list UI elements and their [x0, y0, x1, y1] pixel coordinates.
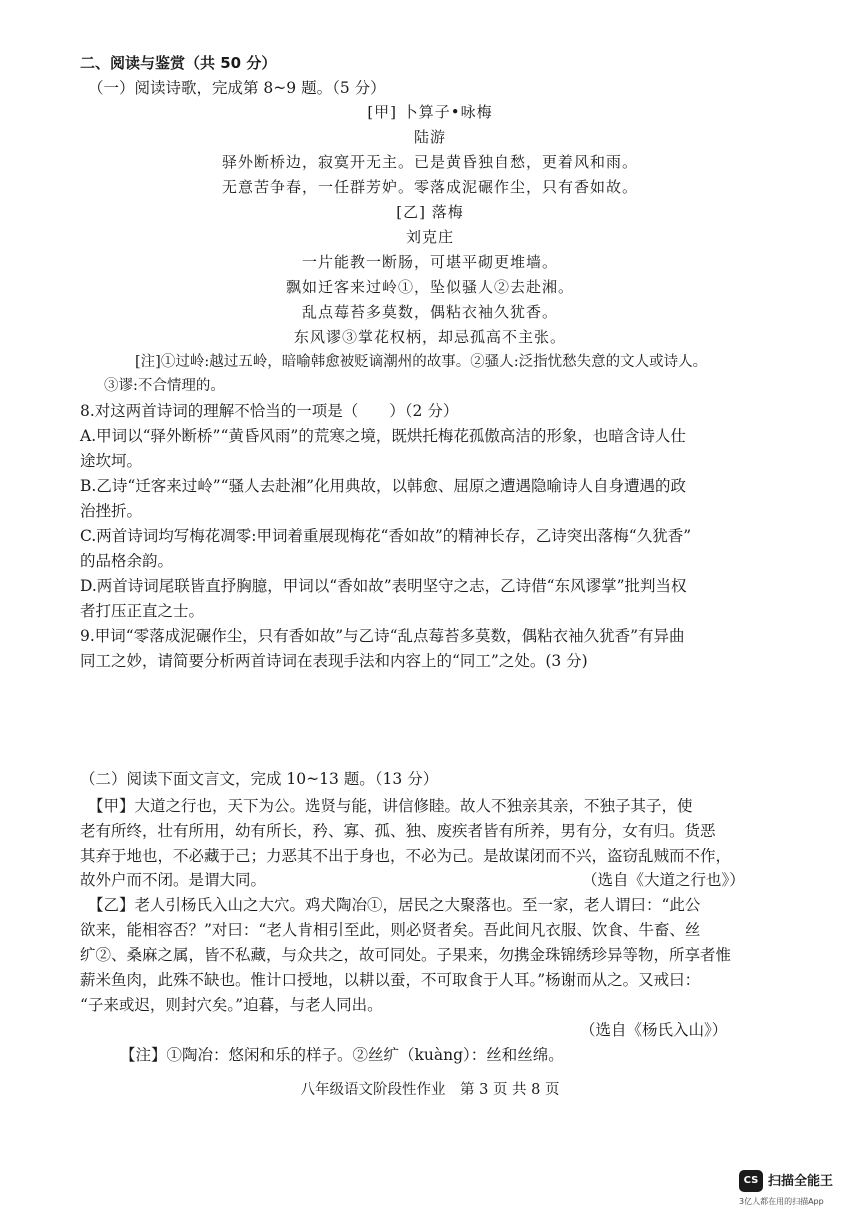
text-a-source: （选自《大道之行也》） — [582, 871, 745, 889]
text-b-line: 欲来，能相容否？”对曰：“老人肯相引至此，则必贤者矣。吾此间凡衣服、饮食、牛畜、丝 — [80, 921, 701, 939]
q8-option-line: B.乙诗“迁客来过岭”“骚人去赴湘”化用典故，以韩愈、屈原之遭遇隐喻诗人自身遭遇的政 — [80, 477, 687, 495]
part2-heading: （二）阅读下面文言文，完成 10~13 题。（13 分） — [80, 770, 439, 788]
q8-option-line: A.甲词以“驿外断桥”“黄昏风雨”的荒寒之境，既烘托梅花孤傲高洁的形象，也暗含诗人仕 — [80, 427, 686, 445]
q9-line: 9.甲词“零落成泥碾作尘，只有香如故”与乙诗“乱点莓苔多莫数，偶粘衣袖久犹香”有异曲 — [80, 627, 685, 645]
q8-stem: 8.对这两首诗词的理解不恰当的一项是（ ）（2 分） — [80, 402, 459, 420]
poem-b-line: 一片能教一断肠，可堪平砌更堆墙。 — [301, 253, 558, 271]
q8-option-line: 者打压正直之士。 — [80, 602, 205, 620]
q8-option-line: 治挫折。 — [80, 502, 143, 520]
text-note: 【注】①陶冶：悠闲和乐的样子。②丝纩（kuàng）：丝和丝绵。 — [120, 1046, 564, 1064]
text-b-line: “子来或迟，则封穴矣。”迫暮，与老人同出。 — [80, 996, 383, 1014]
poem-a-author: 陆游 — [413, 128, 446, 146]
q8-option-line: D.两首诗词尾联皆直抒胸臆，甲词以“香如故”表明坚守之志，乙诗借“东风谬掌”批判当权 — [80, 577, 687, 595]
page-footer: 八年级语文阶段性作业 第 3 页 共 8 页 — [300, 1082, 560, 1098]
section-title: 二、阅读与鉴赏（共 50 分） — [80, 54, 277, 72]
watermark-brand: 扫描全能王 — [768, 1174, 834, 1189]
poem-b-line: 乱点莓苔多莫数，偶粘衣袖久犹香。 — [301, 303, 558, 321]
text-a-line: 故外户而不闭。是谓大同。 — [80, 871, 267, 889]
q8-option-line: C.两首诗词均写梅花凋零:甲词着重展现梅花“香如故”的精神长存，乙诗突出落梅“久犹香” — [80, 527, 692, 545]
text-b-line: 【乙】老人引杨氏入山之大穴。鸡犬陶冶①，居民之大聚落也。至一家，老人谓曰：“此公 — [88, 896, 701, 914]
poem-a-line: 驿外断桥边，寂寞开无主。已是黄昏独自愁，更着风和雨。 — [221, 153, 638, 171]
poem-note: [注]①过岭:越过五岭，暗喻韩愈被贬谪潮州的故事。②骚人:泛指忧愁失意的文人或诗人。 — [135, 354, 708, 370]
text-b-source: （选自《杨氏入山》） — [580, 1021, 728, 1039]
text-a-line: 其弃于地也，不必藏于己；力恶其不出于身也，不必为己。是故谋闭而不兴，盗窃乱贼而不作， — [80, 847, 732, 865]
text-b-line: 薪米鱼肉，此殊不缺也。惟计口授地，以耕以蚕，不可取食于人耳。”杨谢而从之。又戒曰： — [80, 971, 701, 989]
q9-line: 同工之妙，请简要分析两首诗词在表现手法和内容上的“同工”之处。(3 分) — [80, 652, 588, 670]
poem-b-title: [乙] 落梅 — [396, 203, 464, 221]
text-a-line: 老有所终，壮有所用，幼有所长，矜、寡、孤、独、废疾者皆有所养，男有分，女有归。货恶 — [80, 822, 716, 840]
camscanner-logo-icon: CS — [739, 1170, 763, 1192]
q8-option-line: 的品格余韵。 — [80, 552, 174, 570]
poem-a-title: [甲] 卜算子•咏梅 — [367, 103, 493, 121]
text-b-line: 纩②、桑麻之属，皆不私藏，与众共之，故可同处。子果来，勿携金珠锦绣珍异等物，所享者惟 — [80, 946, 732, 964]
poem-note: ③谬:不合情理的。 — [104, 378, 225, 394]
poem-b-author: 刘克庄 — [405, 228, 454, 246]
poem-a-line: 无意苦争春，一任群芳妒。零落成泥碾作尘，只有香如故。 — [221, 178, 638, 196]
poem-b-line: 东风谬③掌花权柄，却忌孤高不主张。 — [293, 328, 566, 346]
poem-b-line: 飘如迁客来过岭①，坠似骚人②去赴湘。 — [285, 278, 574, 296]
part1-heading: （一）阅读诗歌，完成第 8~9 题。（5 分） — [88, 79, 386, 97]
q8-option-line: 途坎坷。 — [80, 452, 143, 470]
watermark-slogan: 3亿人都在用的扫描App — [739, 1197, 824, 1206]
text-a-line: 【甲】大道之行也，天下为公。选贤与能，讲信修睦。故人不独亲其亲，不独子其子，使 — [88, 797, 693, 815]
